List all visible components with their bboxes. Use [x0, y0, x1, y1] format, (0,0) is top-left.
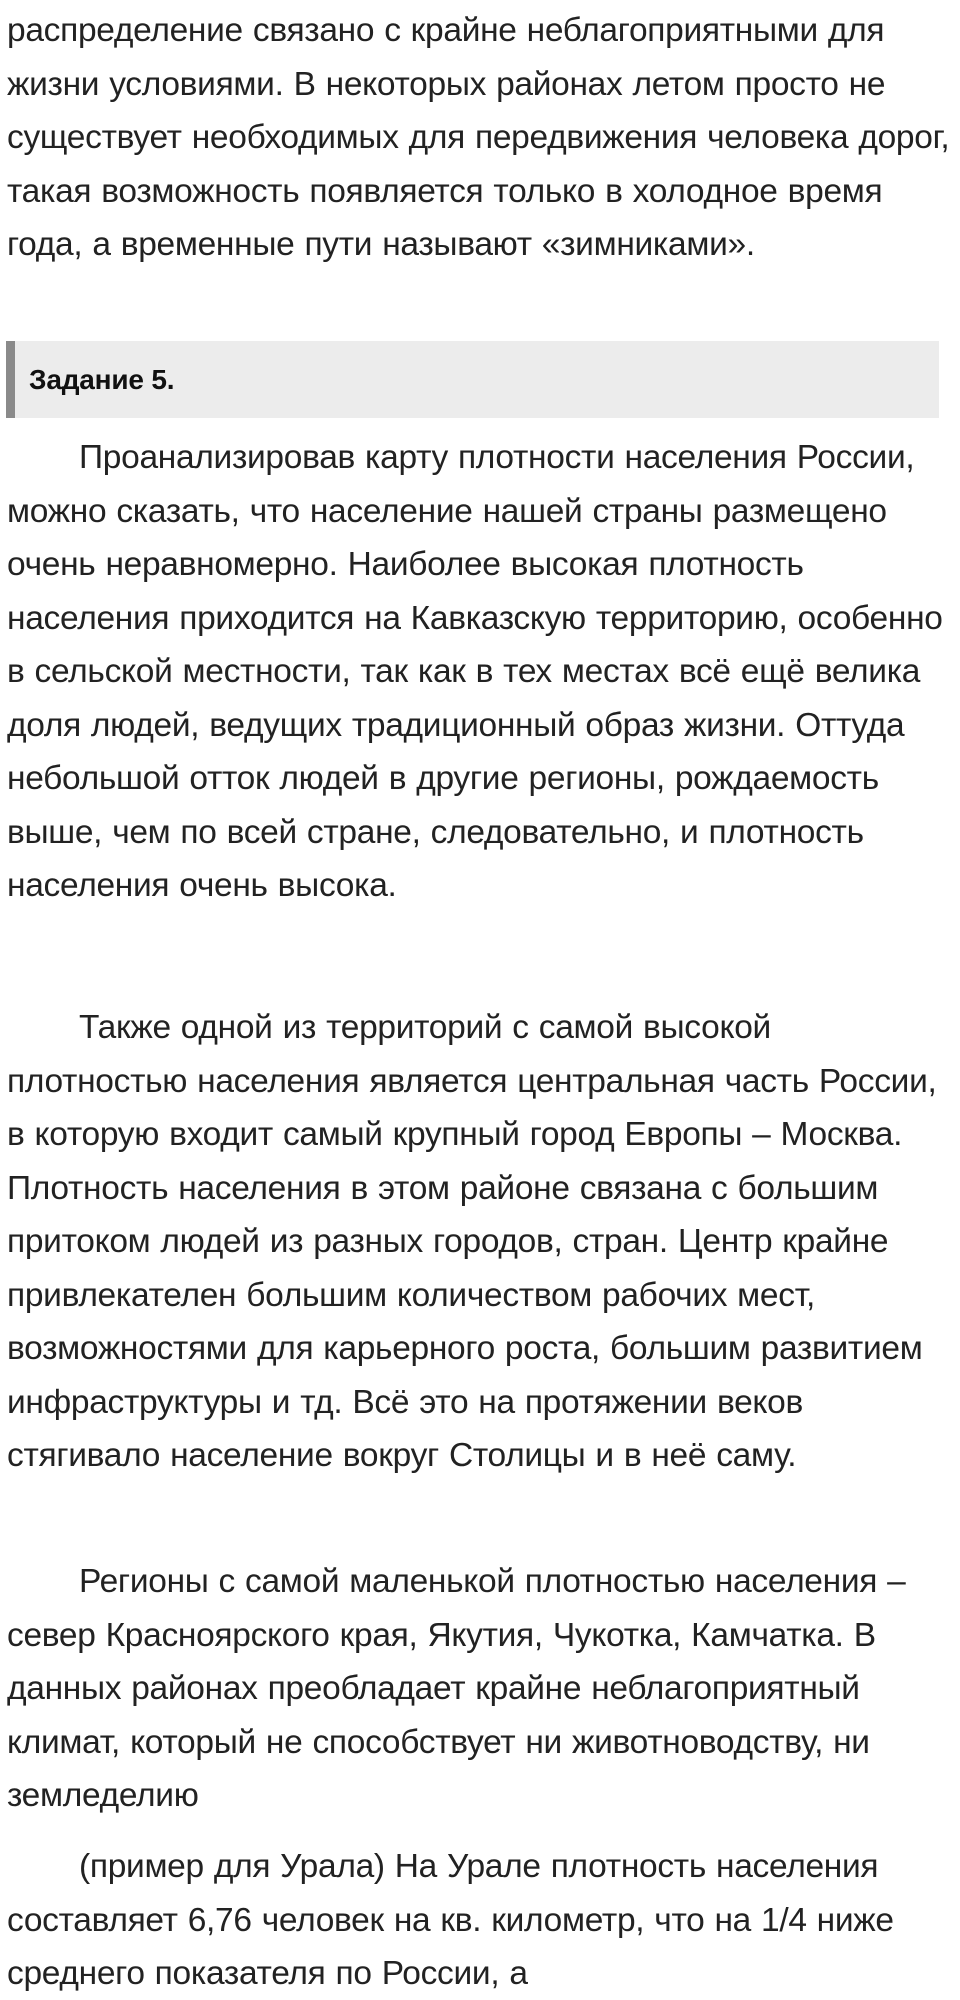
section-heading: Задание 5. — [29, 364, 175, 395]
intro-paragraph: распределение связано с крайне неблагоприятными для жизни условиями. В некоторых районах летом просто не существует необходимых для передвижения человека дорог, такая возможность появляется только в холодное время года, а временные пути называют «зимниками». — [7, 12, 950, 263]
paragraph-ural-example: (пример для Урала) На Урале плотность населения составляет 6,76 человек на кв. километр, что на 1/4 ниже среднего показателя по России, а — [7, 1848, 894, 1992]
paragraph-low-density-regions: Регионы с самой маленькой плотностью населения – север Красноярского края, Якутия, Чукотка, Камчатка. В данных районах преобладает крайне неблагоприятный климат, который не способствует ни животноводству, ни земледелию — [7, 1563, 906, 1814]
paragraph-central-russia: Также одной из территорий с самой высокой плотностью населения является центральная часть России, в которую входит самый крупный город Европы – Москва. Плотность населения в этом районе связана с большим притоком людей из разных городов, стран. Центр крайне привлекателен большим количеством рабочих мест, возможностями для карьерного роста, большим развитием инфраструктуры и тд. Всё это на протяжении веков стягивало население вокруг Столицы и в неё саму. — [7, 1009, 937, 1474]
paragraph-population-density: Проанализировав карту плотности населения России, можно сказать, что население нашей страны размещено очень неравномерно. Наиболее высокая плотность населения приходится на Кавказскую территорию, особенно в сельской местности, так как в тех местах всё ещё велика доля людей, ведущих традиционный образ жизни. Оттуда небольшой отток людей в другие регионы, рождаемость выше, чем по всей стране, следовательно, и плотность населения очень высока. — [7, 439, 943, 904]
section-heading-bar — [6, 341, 939, 418]
